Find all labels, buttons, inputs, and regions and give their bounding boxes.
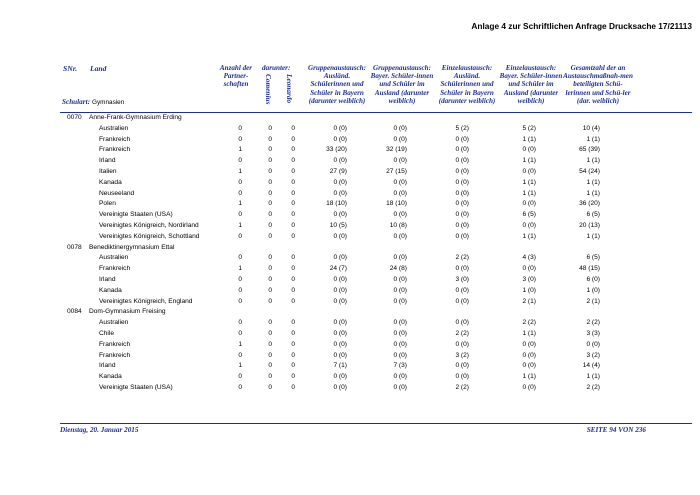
col-einz-auslaend: Einzelaustausch: Ausländ. Schülerinnen und Schüler in Bayern (darunter weiblich) [438, 64, 496, 105]
table-row [0, 328, 700, 339]
cell-e: 7 (3) [393, 362, 407, 370]
cell-b: 0 [268, 135, 272, 143]
cell-b: 0 [268, 211, 272, 219]
cell-b: 0 [268, 319, 272, 327]
cell-e: 0 (0) [393, 135, 407, 143]
table-row [0, 188, 700, 199]
cell-h: 48 (15) [579, 265, 600, 273]
cell-e: 24 (8) [389, 265, 407, 273]
cell-e: 0 (0) [393, 254, 407, 262]
cell-f: 0 (0) [455, 200, 469, 208]
cell-b: 0 [268, 200, 272, 208]
cell-a: 0 [238, 297, 242, 305]
table-row [0, 350, 700, 361]
table-row [0, 382, 700, 393]
cell-land: Kanada [99, 373, 122, 381]
cell-e: 0 (0) [393, 189, 407, 197]
schulart-value: Gymnasien [91, 99, 125, 106]
cell-land: Australien [99, 254, 129, 262]
cell-e: 27 (15) [386, 167, 407, 175]
cell-land: Frankreich [99, 135, 131, 143]
cell-e: 0 (0) [393, 286, 407, 294]
cell-a: 0 [238, 373, 242, 381]
cell-e: 0 (0) [393, 340, 407, 348]
cell-g: 3 (0) [522, 275, 536, 283]
school-number: 0078 [67, 243, 82, 251]
cell-c: 0 [291, 254, 295, 262]
cell-land: Vereinigte Staaten (USA) [99, 211, 173, 219]
cell-g: 0 (0) [522, 200, 536, 208]
cell-e: 0 (0) [393, 373, 407, 381]
cell-e: 0 (0) [393, 319, 407, 327]
school-row [0, 306, 700, 317]
cell-d: 10 (5) [329, 221, 347, 229]
cell-g: 0 (0) [522, 340, 536, 348]
cell-d: 0 (0) [333, 319, 347, 327]
cell-a: 0 [238, 275, 242, 283]
cell-a: 0 [238, 254, 242, 262]
cell-h: 6 (5) [586, 254, 600, 262]
col-grp-bayer: Gruppenaustausch: Bayer. Schüler-innen und Schüler im Ausland (darunter weiblich) [370, 64, 434, 105]
col-comenius: Comenius [264, 74, 273, 105]
cell-d: 7 (1) [333, 362, 347, 370]
cell-f: 0 (0) [455, 373, 469, 381]
table-row [0, 231, 700, 242]
cell-c: 0 [291, 157, 295, 165]
cell-d: 0 (0) [333, 211, 347, 219]
table-row [0, 274, 700, 285]
cell-f: 0 (0) [455, 221, 469, 229]
cell-h: 1 (0) [586, 286, 600, 294]
cell-f: 3 (0) [455, 275, 469, 283]
cell-h: 1 (1) [586, 189, 600, 197]
col-schulart [62, 97, 124, 106]
cell-c: 0 [291, 135, 295, 143]
cell-g: 0 (0) [522, 167, 536, 175]
cell-b: 0 [268, 340, 272, 348]
cell-c: 0 [291, 340, 295, 348]
table-row [0, 339, 700, 350]
cell-b: 0 [268, 178, 272, 186]
cell-c: 0 [291, 232, 295, 240]
cell-c: 0 [291, 362, 295, 370]
cell-d: 33 (20) [326, 146, 347, 154]
school-name: Anne-Frank-Gymnasium Erding [89, 114, 182, 121]
cell-g: 2 (1) [522, 297, 536, 305]
cell-e: 0 (0) [393, 157, 407, 165]
cell-a: 0 [238, 351, 242, 359]
cell-land: Australien [99, 124, 129, 132]
cell-d: 0 (0) [333, 124, 347, 132]
cell-e: 0 (0) [393, 124, 407, 132]
col-anzahl: Anzahl der Partner-schaften [219, 64, 253, 89]
cell-land: Vereinigtes Königreich, Nordirland [99, 221, 199, 229]
cell-f: 0 (0) [455, 167, 469, 175]
cell-land: Frankreich [99, 351, 131, 359]
cell-b: 0 [268, 254, 272, 262]
table-row [0, 177, 700, 188]
cell-g: 1 (1) [522, 157, 536, 165]
cell-d: 18 (10) [326, 200, 347, 208]
cell-c: 0 [291, 373, 295, 381]
cell-c: 0 [291, 265, 295, 273]
cell-d: 0 (0) [333, 297, 347, 305]
cell-d: 0 (0) [333, 189, 347, 197]
cell-d: 0 (0) [333, 286, 347, 294]
cell-g: 1 (0) [522, 286, 536, 294]
cell-h: 1 (1) [586, 373, 600, 381]
cell-a: 1 [238, 340, 242, 348]
cell-g: 5 (2) [522, 124, 536, 132]
cell-land: Kanada [99, 286, 122, 294]
cell-g: 6 (5) [522, 211, 536, 219]
school-name: Dom-Gymnasium Freising [89, 308, 166, 316]
cell-f: 0 (0) [455, 189, 469, 197]
cell-d: 0 (0) [333, 340, 347, 348]
cell-b: 0 [268, 167, 272, 175]
cell-d: 0 (0) [333, 275, 347, 283]
cell-e: 0 (0) [393, 232, 407, 240]
cell-c: 0 [291, 200, 295, 208]
cell-g: 1 (1) [522, 373, 536, 381]
cell-e: 0 (0) [393, 211, 407, 219]
cell-a: 1 [238, 221, 242, 229]
cell-h: 1 (1) [586, 135, 600, 143]
cell-e: 0 (0) [393, 275, 407, 283]
table-row [0, 263, 700, 274]
cell-b: 0 [268, 297, 272, 305]
cell-e: 18 (10) [386, 200, 407, 208]
page-header: Anlage 4 zur Schriftlichen Anfrage Drucksache 17/21113 [471, 21, 692, 31]
cell-f: 0 (0) [455, 265, 469, 273]
cell-land: Chile [99, 329, 115, 337]
cell-f: 0 (0) [455, 135, 469, 143]
cell-g: 1 (1) [522, 178, 536, 186]
cell-d: 0 (0) [333, 329, 347, 337]
cell-g: 0 (0) [522, 146, 536, 154]
cell-f: 0 (0) [455, 319, 469, 327]
cell-d: 0 (0) [333, 232, 347, 240]
cell-d: 27 (9) [329, 167, 347, 175]
table-row [0, 371, 700, 382]
cell-e: 32 (19) [386, 146, 407, 154]
cell-g: 0 (0) [522, 383, 536, 391]
cell-land: Irland [99, 157, 116, 165]
cell-a: 1 [238, 200, 242, 208]
cell-e: 0 (0) [393, 383, 407, 391]
cell-g: 0 (0) [522, 362, 536, 370]
cell-e: 0 (0) [393, 351, 407, 359]
cell-f: 0 (0) [455, 211, 469, 219]
cell-land: Australien [99, 319, 129, 327]
footer-rule [60, 423, 692, 424]
cell-b: 0 [268, 232, 272, 240]
table-row [0, 252, 700, 263]
cell-h: 2 (1) [586, 297, 600, 305]
cell-a: 1 [238, 362, 242, 370]
col-gesamt: Gesamtzahl der an Austauschmaßnah-men beteiligten Schü-lerinnen und Schü-ler (dar. weiblich) [563, 64, 633, 105]
cell-c: 0 [291, 275, 295, 283]
cell-b: 0 [268, 275, 272, 283]
table-row [0, 166, 700, 177]
cell-h: 2 (2) [586, 383, 600, 391]
cell-c: 0 [291, 329, 295, 337]
school-name: Benediktinergymnasium Ettal [89, 243, 175, 251]
cell-b: 0 [268, 124, 272, 132]
cell-d: 0 (0) [333, 135, 347, 143]
cell-h: 1 (1) [586, 157, 600, 165]
col-darunter: darunter: [262, 64, 291, 72]
cell-b: 0 [268, 157, 272, 165]
cell-h: 3 (3) [586, 329, 600, 337]
cell-a: 0 [238, 135, 242, 143]
cell-b: 0 [268, 329, 272, 337]
cell-land: Frankreich [99, 265, 131, 273]
cell-h: 3 (2) [586, 351, 600, 359]
cell-f: 0 (0) [455, 232, 469, 240]
cell-b: 0 [268, 189, 272, 197]
cell-h: 36 (20) [579, 200, 600, 208]
cell-land: Vereinigte Staaten (USA) [99, 383, 173, 391]
cell-f: 0 (0) [455, 297, 469, 305]
cell-g: 2 (2) [522, 319, 536, 327]
cell-f: 0 (0) [455, 146, 469, 154]
cell-a: 0 [238, 189, 242, 197]
cell-land: Irland [99, 362, 116, 370]
cell-d: 24 (7) [329, 265, 347, 273]
cell-h: 54 (24) [579, 167, 600, 175]
cell-d: 0 (0) [333, 157, 347, 165]
cell-g: 0 (0) [522, 221, 536, 229]
cell-d: 0 (0) [333, 373, 347, 381]
table-row [0, 296, 700, 307]
cell-f: 5 (2) [455, 124, 469, 132]
cell-land: Neuseeland [99, 189, 135, 197]
cell-h: 65 (39) [579, 146, 600, 154]
cell-f: 0 (0) [455, 157, 469, 165]
cell-a: 0 [238, 157, 242, 165]
cell-g: 1 (1) [522, 135, 536, 143]
cell-e: 10 (8) [389, 221, 407, 229]
table-row [0, 209, 700, 220]
cell-c: 0 [291, 178, 295, 186]
cell-d: 0 (0) [333, 178, 347, 186]
cell-e: 0 (0) [393, 297, 407, 305]
school-row [0, 112, 700, 123]
cell-f: 2 (2) [455, 329, 469, 337]
cell-c: 0 [291, 383, 295, 391]
cell-a: 0 [238, 286, 242, 294]
cell-f: 2 (2) [455, 383, 469, 391]
school-row [0, 242, 700, 253]
cell-f: 0 (0) [455, 286, 469, 294]
cell-a: 0 [238, 178, 242, 186]
cell-h: 1 (1) [586, 178, 600, 186]
table-row [0, 123, 700, 134]
data-table-body [0, 112, 700, 393]
cell-h: 2 (2) [586, 319, 600, 327]
footer-date: Dienstag, 20. Januar 2015 [60, 426, 139, 434]
cell-c: 0 [291, 221, 295, 229]
cell-h: 10 (4) [582, 124, 600, 132]
col-grp-auslaend: Gruppenaustausch: Ausländ. Schülerinnen und Schüler in Bayern (darunter weiblich) [308, 64, 366, 105]
cell-g: 1 (1) [522, 232, 536, 240]
cell-h: 6 (5) [586, 211, 600, 219]
col-land: Land [90, 64, 107, 73]
cell-g: 0 (0) [522, 265, 536, 273]
table-row [0, 134, 700, 145]
cell-d: 0 (0) [333, 383, 347, 391]
cell-h: 20 (13) [579, 221, 600, 229]
footer-page: SEITE 94 VON 236 [586, 426, 646, 434]
cell-c: 0 [291, 297, 295, 305]
table-row [0, 198, 700, 209]
table-row [0, 285, 700, 296]
cell-h: 1 (1) [586, 232, 600, 240]
cell-c: 0 [291, 211, 295, 219]
cell-c: 0 [291, 146, 295, 154]
cell-a: 0 [238, 232, 242, 240]
cell-b: 0 [268, 373, 272, 381]
cell-c: 0 [291, 351, 295, 359]
cell-c: 0 [291, 286, 295, 294]
cell-a: 0 [238, 329, 242, 337]
cell-f: 0 (0) [455, 340, 469, 348]
cell-f: 3 (2) [455, 351, 469, 359]
cell-g: 1 (1) [522, 189, 536, 197]
cell-land: Italien [99, 167, 117, 175]
cell-c: 0 [291, 167, 295, 175]
table-row [0, 360, 700, 371]
cell-b: 0 [268, 383, 272, 391]
cell-g: 0 (0) [522, 351, 536, 359]
cell-c: 0 [291, 319, 295, 327]
cell-a: 1 [238, 265, 242, 273]
cell-a: 0 [238, 383, 242, 391]
schulart-label: Schulart: [62, 98, 90, 106]
cell-a: 1 [238, 146, 242, 154]
table-row [0, 155, 700, 166]
cell-d: 0 (0) [333, 351, 347, 359]
cell-a: 0 [238, 124, 242, 132]
cell-h: 6 (0) [586, 275, 600, 283]
col-snr: SNr. [63, 64, 78, 73]
cell-land: Vereinigtes Königreich, England [99, 297, 193, 305]
table-row [0, 220, 700, 231]
cell-h: 0 (0) [586, 340, 600, 348]
cell-c: 0 [291, 189, 295, 197]
cell-b: 0 [268, 362, 272, 370]
table-row [0, 144, 700, 155]
cell-f: 2 (2) [455, 254, 469, 262]
col-einz-bayer: Einzelaustausch: Bayer. Schüler-innen und Schüler im Ausland (darunter weiblich) [499, 64, 563, 105]
cell-b: 0 [268, 286, 272, 294]
cell-b: 0 [268, 351, 272, 359]
cell-c: 0 [291, 124, 295, 132]
cell-h: 14 (4) [582, 362, 600, 370]
cell-land: Vereinigtes Königreich, Schottland [99, 232, 200, 240]
cell-land: Frankreich [99, 146, 131, 154]
school-number: 0084 [67, 308, 82, 316]
school-number: 0070 [67, 114, 82, 121]
cell-land: Frankreich [99, 340, 131, 348]
cell-e: 0 (0) [393, 329, 407, 337]
cell-a: 1 [238, 167, 242, 175]
cell-land: Irland [99, 275, 116, 283]
cell-f: 0 (0) [455, 362, 469, 370]
cell-b: 0 [268, 221, 272, 229]
cell-g: 4 (3) [522, 254, 536, 262]
cell-g: 1 (1) [522, 329, 536, 337]
cell-b: 0 [268, 146, 272, 154]
cell-f: 0 (0) [455, 178, 469, 186]
cell-e: 0 (0) [393, 178, 407, 186]
cell-a: 0 [238, 319, 242, 327]
cell-b: 0 [268, 265, 272, 273]
cell-a: 0 [238, 211, 242, 219]
cell-d: 0 (0) [333, 254, 347, 262]
cell-land: Polen [99, 200, 116, 208]
cell-land: Kanada [99, 178, 122, 186]
table-row [0, 317, 700, 328]
col-leonardo: Leonardo [285, 74, 294, 104]
